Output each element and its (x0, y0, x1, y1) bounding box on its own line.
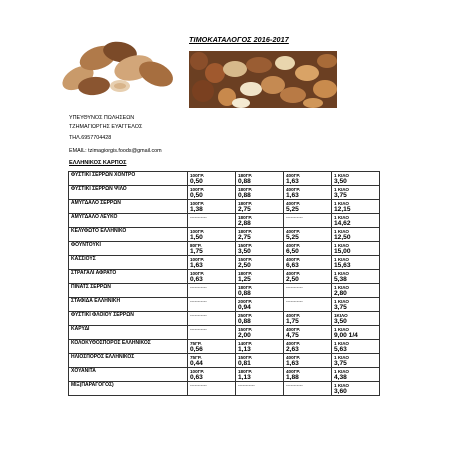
email-address: EMAIL: tzimagiorgis.foods@gmail.com (69, 148, 162, 154)
package-size: 1 ΚΙΛΟ (334, 285, 349, 290)
price-cell (236, 186, 284, 200)
price-cell (284, 214, 332, 228)
package-size: 180ΓΡ. (238, 285, 253, 290)
package-size: 180ΓΡ. (238, 201, 253, 206)
price-cell (188, 270, 236, 284)
product-name: ΦΥΣΤΙΚΙ ΦΛΟΙΟΥ ΣΕΡΡΩΝ (69, 312, 188, 326)
price-value: 1,50 (190, 234, 203, 241)
product-name: ΗΛΙΟΣΠΟΡΟΣ ΕΛΛΗΝΙΚΟΣ (69, 354, 188, 368)
package-size: 140ΓΡ. (238, 341, 253, 346)
price-value: 2,75 (238, 206, 251, 213)
price-cell (236, 270, 284, 284)
package-size: 400ΓΡ. (286, 201, 301, 206)
price-cell (284, 340, 332, 354)
table-row (69, 382, 380, 396)
price-cell (332, 340, 380, 354)
sales-person-name: ΤΖΗΜΑΓΙΩΡΓΗΣ ΕΥΑΓΓΕΛΟΣ (69, 124, 143, 130)
price-table (68, 171, 380, 396)
price-value: 15,00 (334, 248, 351, 255)
price-cell (332, 368, 380, 382)
package-size: 150ΓΡ. (238, 257, 253, 262)
package-size: 1 ΚΙΛΟ (334, 187, 349, 192)
price-cell (284, 228, 332, 242)
price-cell (284, 312, 332, 326)
package-size: ----------- (286, 215, 303, 220)
package-size: 400ΓΡ. (286, 243, 301, 248)
package-size: 400ΓΡ. (286, 257, 301, 262)
price-value: 5,25 (286, 234, 299, 241)
package-size: 400ΓΡ. (286, 271, 301, 276)
price-cell (284, 200, 332, 214)
price-cell (188, 228, 236, 242)
price-cell (188, 284, 236, 298)
package-size: 400ΓΡ. (286, 173, 301, 178)
price-cell (188, 340, 236, 354)
price-cell (284, 256, 332, 270)
price-value: 12,15 (334, 206, 351, 213)
package-size: 150ΓΡ. (238, 355, 253, 360)
price-cell (284, 186, 332, 200)
price-value: 3,75 (334, 192, 347, 199)
price-value: 0,44 (190, 360, 203, 367)
package-size: 75ΓΡ. (190, 355, 202, 360)
price-cell (236, 228, 284, 242)
price-value: 5,25 (286, 206, 299, 213)
package-size: 1 ΚΙΛΟ (334, 243, 349, 248)
package-size: 1 ΚΙΛΟ (334, 215, 349, 220)
price-cell (332, 284, 380, 298)
package-size: 1 ΚΙΛΟ (334, 201, 349, 206)
price-value: 1,63 (286, 360, 299, 367)
price-cell (236, 172, 284, 186)
price-cell (236, 354, 284, 368)
price-cell (236, 340, 284, 354)
product-name: ΚΑΣΣΙΟΥΣ (69, 256, 188, 270)
package-size: 1 ΚΙΛΟ (334, 327, 349, 332)
price-cell (188, 256, 236, 270)
price-cell (332, 228, 380, 242)
package-size: 100ΓΡ. (190, 187, 205, 192)
price-cell (284, 172, 332, 186)
table-row (69, 214, 380, 228)
price-value: 6,63 (286, 262, 299, 269)
price-value: 1,75 (286, 318, 299, 325)
product-name: ΜΙΞ(ΠΑΡΑΓΟΓΟΣ) (69, 382, 188, 396)
table-row (69, 186, 380, 200)
package-size: 1 ΚΙΛΟ (334, 369, 349, 374)
price-value: 2,88 (238, 220, 251, 227)
price-cell (332, 214, 380, 228)
price-value: 6,50 (286, 248, 299, 255)
product-name: ΦΥΣΤΙΚΙ ΣΕΡΡΩΝ ΨΙΛΟ (69, 186, 188, 200)
product-name: ΚΑΡΥΔΙ (69, 326, 188, 340)
product-name: ΣΤΡΑΓΑΛΙ ΑΦΡΑΤΟ (69, 270, 188, 284)
price-cell (332, 382, 380, 396)
price-list-title: ΤΙΜΟΚΑΤΑΛΟΓΟΣ 2016-2017 (189, 35, 289, 44)
price-value: 4,38 (334, 374, 347, 381)
price-cell (188, 354, 236, 368)
price-cell (188, 298, 236, 312)
package-size: ----------- (286, 285, 303, 290)
price-value: 3,75 (334, 304, 347, 311)
price-cell (332, 354, 380, 368)
price-cell (236, 382, 284, 396)
package-size: 1 ΚΙΛΟ (334, 257, 349, 262)
package-size: 100ΓΡ. (190, 173, 205, 178)
package-size: 180ΓΡ. (238, 369, 253, 374)
price-value: 1,63 (286, 178, 299, 185)
package-size: 1ΚΙΛΟ (334, 313, 348, 318)
table-row (69, 228, 380, 242)
price-cell (188, 200, 236, 214)
package-size: ----------- (190, 215, 207, 220)
product-name: ΚΟΛΟΚΥΘΟΣΠΟΡΟΣ ΕΛΛΗΝΙΚΟΣ (69, 340, 188, 354)
package-size: 1 ΚΙΛΟ (334, 383, 349, 388)
product-name: ΑΜΥΓΔΑΛΟ ΣΕΡΡΩΝ (69, 200, 188, 214)
package-size: 1 ΚΙΛΟ (334, 355, 349, 360)
package-size: 400ΓΡ. (286, 355, 301, 360)
price-value: 2,50 (238, 262, 251, 269)
price-cell (332, 326, 380, 340)
package-size: ----------- (190, 313, 207, 318)
package-size: 400ΓΡ. (286, 187, 301, 192)
product-name: ΧΟΥΑΝΙΤΑ (69, 368, 188, 382)
package-size: 1 ΚΙΛΟ (334, 271, 349, 276)
package-size: 1 ΚΙΛΟ (334, 173, 349, 178)
price-value: 12,50 (334, 234, 351, 241)
package-size: 100ΓΡ. (190, 229, 205, 234)
price-value: 0,88 (238, 178, 251, 185)
price-cell (236, 256, 284, 270)
price-cell (236, 242, 284, 256)
phone-number: ΤΗΛ.6957704428 (69, 135, 112, 141)
product-name: ΚΕΛΥΦΩΤΟ ΕΛΛΗΝΙΚΟ (69, 228, 188, 242)
table-row (69, 312, 380, 326)
package-size: 400ΓΡ. (286, 369, 301, 374)
price-cell (188, 186, 236, 200)
package-size: 400ΓΡ. (286, 327, 301, 332)
package-size: 1 ΚΙΛΟ (334, 341, 349, 346)
table-row (69, 172, 380, 186)
price-value: 14,62 (334, 220, 351, 227)
table-row (69, 326, 380, 340)
price-value: 1,88 (286, 374, 299, 381)
price-cell (332, 200, 380, 214)
price-cell (188, 312, 236, 326)
price-value: 15,63 (334, 262, 351, 269)
table-row (69, 354, 380, 368)
package-size: 100ΓΡ. (190, 201, 205, 206)
package-size: ----------- (190, 327, 207, 332)
package-size: ----------- (286, 299, 303, 304)
price-value: 0,63 (190, 374, 203, 381)
price-value: 3,75 (334, 360, 347, 367)
price-value: 1,63 (190, 262, 203, 269)
table-row (69, 368, 380, 382)
package-size: 400ΓΡ. (286, 341, 301, 346)
price-cell (284, 284, 332, 298)
table-row (69, 340, 380, 354)
package-size: 180ΓΡ. (238, 173, 253, 178)
price-cell (236, 284, 284, 298)
price-cell (284, 242, 332, 256)
price-cell (284, 270, 332, 284)
package-size: ----------- (286, 383, 303, 388)
price-value: 0,88 (238, 318, 251, 325)
package-size: 100ΓΡ. (190, 257, 205, 262)
price-value: 1,38 (190, 206, 203, 213)
price-cell (284, 368, 332, 382)
price-value: 2,00 (238, 332, 251, 339)
mixed-nuts-photo (189, 51, 337, 108)
price-value: 3,50 (334, 318, 347, 325)
table-row (69, 298, 380, 312)
package-size: ----------- (238, 383, 255, 388)
section-heading: ΕΛΛΗΝΙΚΟΣ ΚΑΡΠΟΣ (69, 160, 127, 166)
package-size: 180ΓΡ. (238, 271, 253, 276)
price-value: 1,13 (238, 346, 251, 353)
price-value: 3,50 (334, 178, 347, 185)
package-size: 75ΓΡ. (190, 341, 202, 346)
price-cell (332, 242, 380, 256)
package-size: 150ΓΡ. (238, 327, 253, 332)
price-value: 0,50 (190, 178, 203, 185)
price-value: 0,63 (190, 276, 203, 283)
package-size: 200ΓΡ. (238, 299, 253, 304)
price-cell (188, 326, 236, 340)
product-name: ΣΤΑΦΙΔΑ ΕΛΛΗΝΙΚΗ (69, 298, 188, 312)
price-value: 0,88 (238, 192, 251, 199)
price-value: 0,56 (190, 346, 203, 353)
price-value: 4,75 (286, 332, 299, 339)
product-name: ΦΥΣΤΙΚΙ ΣΕΡΡΩΝ ΧΟΝΤΡΟ (69, 172, 188, 186)
package-size: 150ΓΡ. (238, 243, 253, 248)
table-row (69, 284, 380, 298)
price-value: 1,63 (286, 192, 299, 199)
package-size: 100ΓΡ. (190, 271, 205, 276)
price-value: 0,50 (190, 192, 203, 199)
price-value: 3,50 (238, 248, 251, 255)
price-value: 9,00 1/4 (334, 332, 358, 339)
package-size: 180ΓΡ. (238, 187, 253, 192)
package-size: 80ΓΡ. (190, 243, 202, 248)
price-cell (284, 326, 332, 340)
package-size: 400ΓΡ. (286, 229, 301, 234)
table-row (69, 270, 380, 284)
price-cell (284, 382, 332, 396)
price-cell (236, 368, 284, 382)
price-value: 5,63 (334, 346, 347, 353)
price-cell (236, 214, 284, 228)
price-cell (332, 256, 380, 270)
price-cell (188, 172, 236, 186)
package-size: 1 ΚΙΛΟ (334, 229, 349, 234)
price-cell (236, 326, 284, 340)
package-size: 180ΓΡ. (238, 215, 253, 220)
price-value: 2,63 (286, 346, 299, 353)
table-row (69, 242, 380, 256)
price-value: 0,88 (238, 290, 251, 297)
product-name: ΠΙΝΑΤΣ ΣΕΡΡΩΝ (69, 284, 188, 298)
package-size: 180ΓΡ. (238, 229, 253, 234)
price-cell (236, 298, 284, 312)
price-cell (284, 354, 332, 368)
price-value: 0,81 (238, 360, 251, 367)
price-cell (332, 298, 380, 312)
price-value: 3,60 (334, 388, 347, 395)
table-row (69, 256, 380, 270)
package-size: 1 ΚΙΛΟ (334, 299, 349, 304)
sales-role-label: ΥΠΕΥΘΥΝΟΣ ΠΩΛΗΣΕΩΝ (69, 115, 135, 121)
price-cell (332, 312, 380, 326)
price-value: 2,80 (334, 290, 347, 297)
package-size: ----------- (190, 285, 207, 290)
price-cell (188, 368, 236, 382)
product-name: ΦΟΥΝΤΟΥΚΙ (69, 242, 188, 256)
price-cell (236, 200, 284, 214)
price-cell (332, 172, 380, 186)
price-cell (188, 382, 236, 396)
price-value: 2,75 (238, 234, 251, 241)
price-cell (188, 242, 236, 256)
price-cell (188, 214, 236, 228)
price-value: 5,38 (334, 276, 347, 283)
price-value: 1,13 (238, 374, 251, 381)
package-size: 100ΓΡ. (190, 369, 205, 374)
price-value: 0,94 (238, 304, 251, 311)
price-cell (332, 270, 380, 284)
price-value: 2,50 (286, 276, 299, 283)
package-size: ----------- (190, 383, 207, 388)
price-value: 1,25 (238, 276, 251, 283)
package-size: 400ΓΡ. (286, 313, 301, 318)
price-cell (236, 312, 284, 326)
package-size: 250ΓΡ. (238, 313, 253, 318)
price-value: 1,75 (190, 248, 203, 255)
almonds-photo (60, 34, 180, 100)
price-cell (284, 298, 332, 312)
package-size: ----------- (190, 299, 207, 304)
table-row (69, 200, 380, 214)
product-name: ΑΜΥΓΔΑΛΟ ΛΕΥΚΟ (69, 214, 188, 228)
price-cell (332, 186, 380, 200)
